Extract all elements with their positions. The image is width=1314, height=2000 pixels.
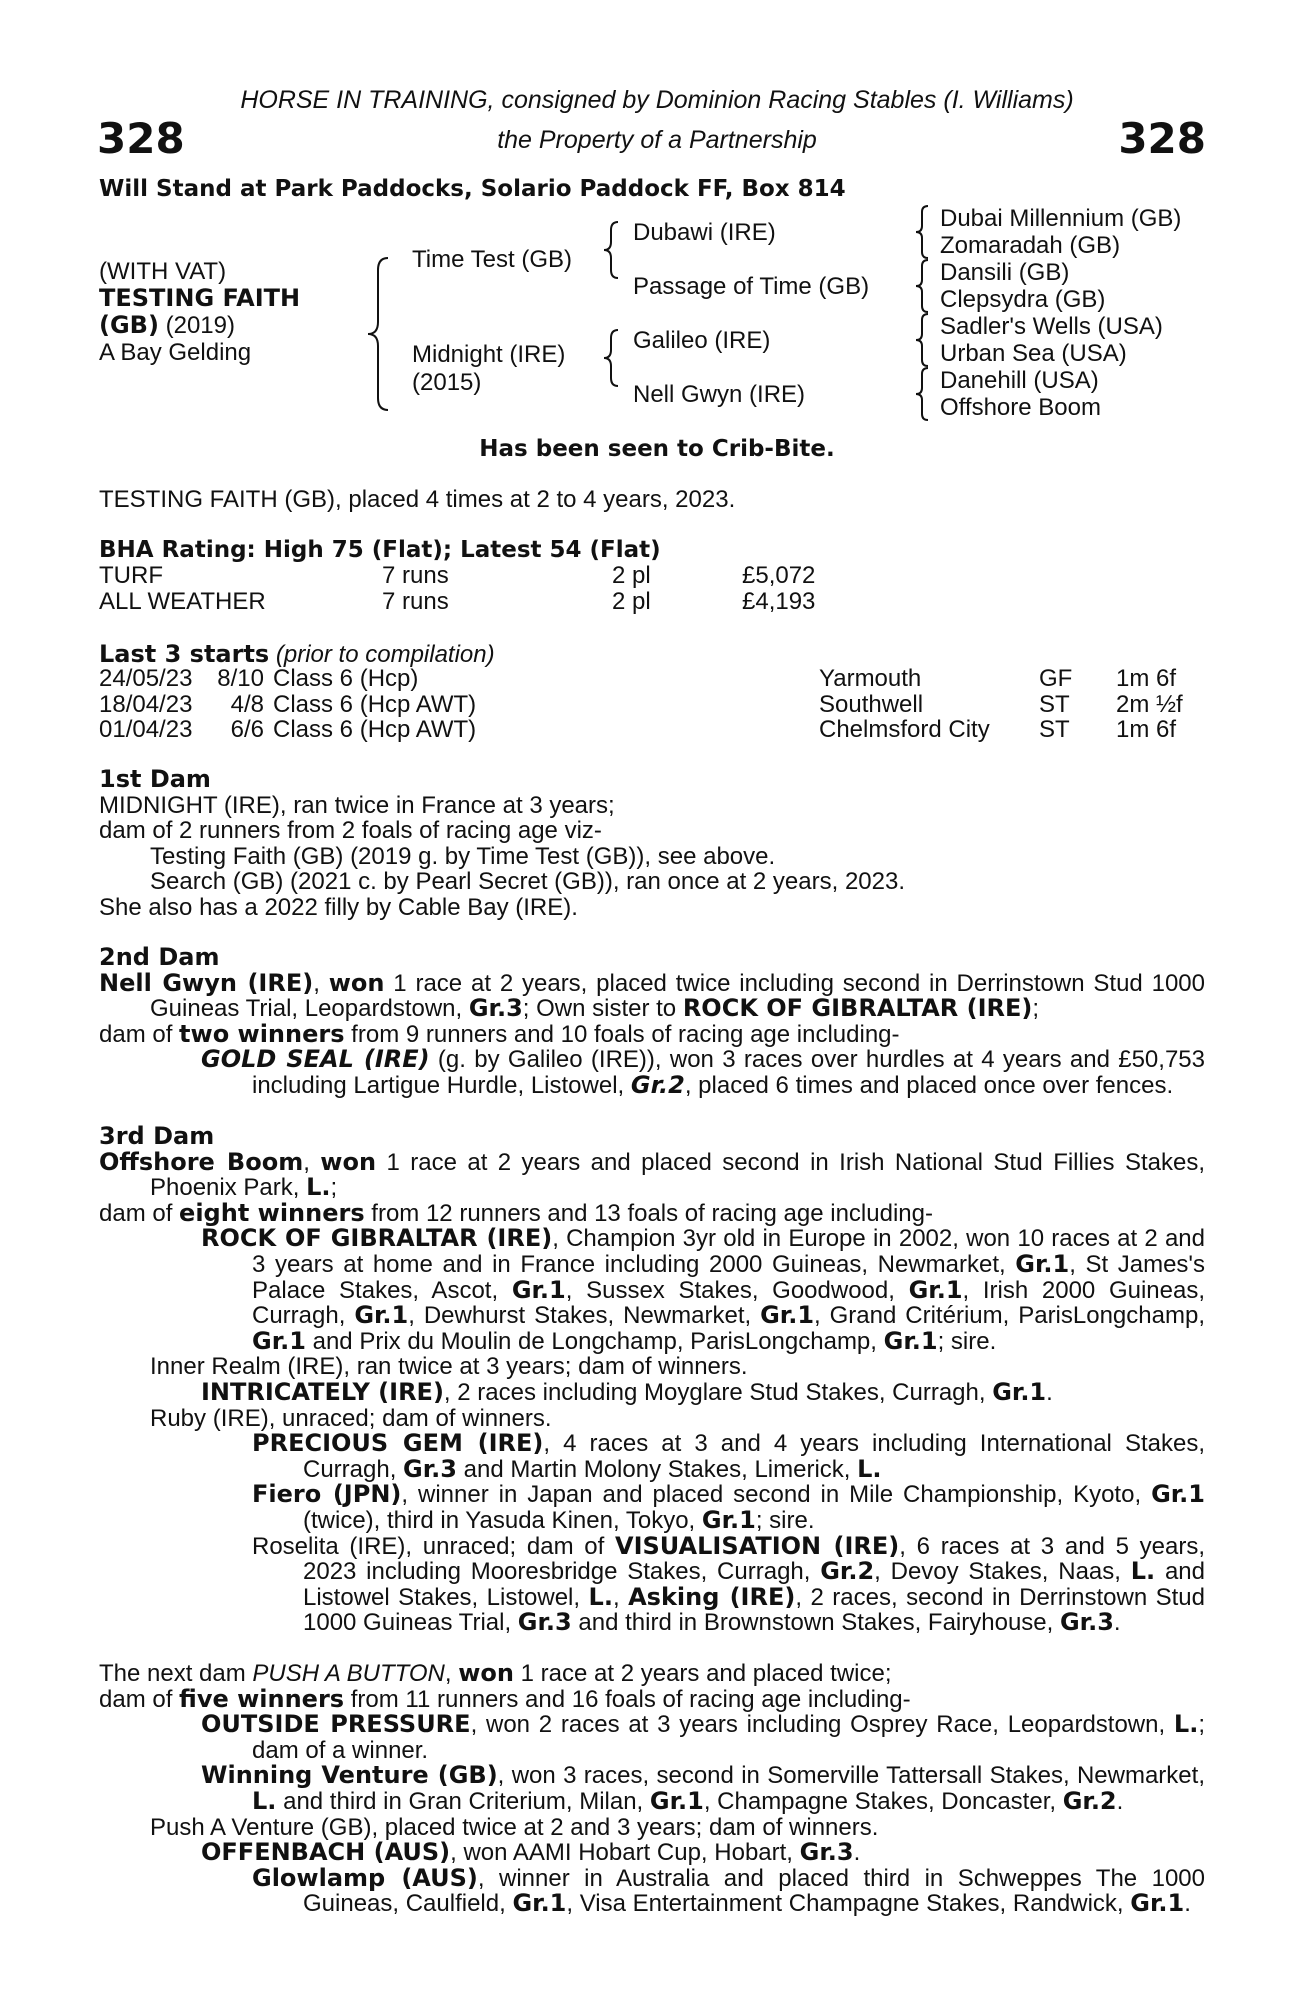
won-label: won bbox=[328, 968, 385, 997]
text: , Champagne Stakes, Doncaster, bbox=[703, 1787, 1063, 1815]
last-starts-title: Last 3 starts bbox=[99, 640, 270, 668]
text: , winner in Japan and placed second in Mile Championship, Kyoto, bbox=[401, 1481, 1152, 1509]
dam-name: PUSH A BUTTON bbox=[252, 1660, 445, 1687]
ancestor-8: Offshore Boom bbox=[940, 394, 1101, 421]
start-distance: 1m 6f bbox=[1116, 716, 1177, 743]
record-text: (g. by Galileo (IRE)), won 3 races over hurdles at 4 years and £50,753 including Lartigue Hurdle, Listowel, bbox=[252, 1046, 1205, 1099]
brace-dam bbox=[604, 330, 618, 386]
career-stats-table bbox=[99, 563, 815, 614]
grade-badge: Gr.2 bbox=[1062, 1786, 1117, 1815]
start-course: Yarmouth bbox=[819, 665, 922, 692]
prize-money: £4,193 bbox=[742, 587, 816, 615]
produce-entry: Testing Faith (GB) (2019 g. by Time Test (GB)), see above. bbox=[150, 842, 776, 870]
surface: TURF bbox=[99, 562, 163, 589]
start-row bbox=[99, 666, 1183, 692]
dam-note: She also has a 2022 filly by Cable Bay (IRE). bbox=[99, 893, 578, 921]
grade-badge: L. bbox=[252, 1786, 277, 1815]
placed: 2 pl bbox=[612, 587, 651, 615]
second-dam-section bbox=[99, 945, 1205, 1099]
record-text: ; Own sister to bbox=[522, 995, 683, 1023]
winners-count: two winners bbox=[179, 1019, 345, 1048]
ancestor-7: Danehill (USA) bbox=[940, 367, 1099, 394]
third-dam-section bbox=[99, 1124, 1205, 1636]
text: , won 2 races at 3 years including Osprey Race, Leopardstown, bbox=[470, 1711, 1174, 1739]
runner-name: Winning Venture (GB) bbox=[201, 1761, 498, 1790]
produce-entry: Search (GB) (2021 c. by Pearl Secret (GB)), ran once at 2 years, 2023. bbox=[150, 868, 906, 896]
dam-name: Nell Gwyn (IRE) bbox=[99, 968, 314, 997]
text: Roselita (IRE), unraced; dam of bbox=[252, 1532, 615, 1560]
start-race: Class 6 (Hcp AWT) bbox=[273, 716, 477, 743]
runner-name: GOLD SEAL (IRE) bbox=[201, 1045, 430, 1074]
property-line: the Property of a Partnership bbox=[497, 126, 817, 154]
text: and third in Brownstown Stakes, Fairyhouse, bbox=[571, 1609, 1060, 1637]
start-date: 18/04/23 bbox=[99, 690, 193, 718]
won-label: won bbox=[320, 1147, 377, 1176]
grade-badge: Gr.2 bbox=[820, 1557, 875, 1586]
grade-badge: Gr.1 bbox=[1015, 1249, 1070, 1278]
horse-name: TESTING FAITH bbox=[99, 284, 301, 312]
sire-dam: Passage of Time (GB) bbox=[633, 273, 870, 300]
dam-dam: Nell Gwyn (IRE) bbox=[633, 381, 806, 408]
text: . bbox=[1116, 1787, 1124, 1815]
runner-name: Glowlamp (AUS) bbox=[252, 1863, 478, 1892]
grade-badge: Gr.3 bbox=[468, 994, 523, 1023]
surface: ALL WEATHER bbox=[99, 587, 266, 615]
start-going: ST bbox=[1039, 716, 1070, 743]
grade-badge: Gr.1 bbox=[701, 1505, 756, 1534]
dam-year: (2015) bbox=[412, 369, 482, 396]
text: , Champion 3yr old in Europe in 2002, won 10 races at 2 and 3 years at home and in France including 2000 Guineas, Newmarket, bbox=[252, 1225, 1205, 1278]
grade-badge: Gr.1 bbox=[512, 1889, 567, 1918]
text: , Sussex Stakes, Goodwood, bbox=[565, 1276, 909, 1304]
runner-name: ROCK OF GIBRALTAR (IRE) bbox=[201, 1224, 553, 1253]
text: ; sire. bbox=[755, 1506, 815, 1534]
brace-g4 bbox=[916, 368, 928, 420]
text: from 11 runners and 16 foals of racing age including- bbox=[344, 1685, 911, 1713]
ancestor-1: Dubai Millennium (GB) bbox=[940, 205, 1182, 232]
text: , won 3 races, second in Somerville Tattersall Stakes, Newmarket, bbox=[497, 1762, 1205, 1790]
brace-gen1 bbox=[368, 258, 388, 410]
text: , 6 races at 3 and 5 years, 2023 including Mooresbridge Stakes, Curragh, bbox=[303, 1532, 1206, 1586]
grade-badge: Gr.1 bbox=[354, 1301, 409, 1330]
text: , 2 races, second in Derrinstown Stud 1000 Guineas Trial, bbox=[303, 1583, 1206, 1637]
dam-record: MIDNIGHT (IRE), ran twice in France at 3 years; bbox=[99, 791, 615, 819]
text: ; sire. bbox=[937, 1327, 997, 1355]
start-distance: 1m 6f bbox=[1116, 665, 1177, 692]
dam-record bbox=[99, 1661, 1205, 1687]
produce-entry: Push A Venture (GB), placed twice at 2 and 3 years; dam of winners. bbox=[150, 1813, 879, 1841]
crib-bite-note: Has been seen to Crib-Bite. bbox=[479, 436, 835, 462]
start-going: GF bbox=[1039, 665, 1073, 692]
grade-badge: Gr.1 bbox=[992, 1377, 1047, 1406]
text: dam of bbox=[99, 1020, 180, 1048]
text: The next dam bbox=[99, 1660, 253, 1687]
lot-number-left: 328 bbox=[97, 114, 185, 163]
runner-name: Fiero (JPN) bbox=[252, 1480, 402, 1509]
produce-entry bbox=[99, 1531, 1206, 1637]
start-position: 6/6 bbox=[230, 716, 264, 743]
grade-badge: Gr.1 bbox=[511, 1275, 566, 1304]
text: , won AAMI Hobart Cup, Hobart, bbox=[450, 1839, 800, 1867]
grade-badge: L. bbox=[1130, 1557, 1156, 1586]
start-position: 4/8 bbox=[230, 690, 264, 718]
ancestor-5: Sadler's Wells (USA) bbox=[940, 313, 1163, 340]
text: 1 race at 2 years and placed twice; bbox=[513, 1660, 892, 1687]
runs: 7 runs bbox=[382, 562, 449, 589]
produce-entry bbox=[99, 1840, 1205, 1866]
produce-entry bbox=[99, 1431, 1205, 1482]
sire-sire: Dubawi (IRE) bbox=[633, 219, 776, 246]
runner-name: Asking (IRE) bbox=[628, 1582, 796, 1611]
vat-label: (WITH VAT) bbox=[99, 258, 227, 285]
section-heading: 3rd Dam bbox=[99, 1122, 215, 1150]
text: , Visa Entertainment Champagne Stakes, Randwick, bbox=[566, 1890, 1131, 1918]
placed: 2 pl bbox=[612, 562, 651, 589]
text: , Grand Critérium, ParisLongchamp, bbox=[814, 1302, 1205, 1330]
text: , winner in Australia and placed third in Schweppes The 1000 Guineas, Caulfield, bbox=[303, 1864, 1205, 1918]
text: from 12 runners and 13 foals of racing age including- bbox=[364, 1199, 933, 1227]
prize-money: £5,072 bbox=[742, 562, 816, 589]
text: , bbox=[612, 1583, 629, 1611]
text: ; bbox=[330, 1174, 338, 1202]
produce-entry bbox=[99, 1377, 1205, 1406]
runs: 7 runs bbox=[382, 587, 449, 615]
dam-record: Nell Gwyn (IRE), won 1 race at 2 years, placed twice including second in Derrinstown Stud 1000 Guineas Trial, Leopardstown, Gr.3; Own sister to ROCK OF GIBRALTAR (IRE); bbox=[99, 968, 1205, 1023]
runner-name: VISUALISATION (IRE) bbox=[615, 1531, 900, 1560]
grade-badge: Gr.1 bbox=[252, 1326, 306, 1355]
grade-badge: Gr.1 bbox=[908, 1275, 963, 1304]
dam-produce-summary bbox=[99, 1198, 1205, 1227]
winners-count: eight winners bbox=[179, 1198, 365, 1227]
text: and Martin Molony Stakes, Limerick, bbox=[456, 1455, 858, 1483]
produce-entry bbox=[99, 1482, 1205, 1533]
dam: Midnight (IRE) bbox=[412, 341, 566, 368]
start-date: 24/05/23 bbox=[99, 665, 193, 692]
grade-badge: Gr.3 bbox=[403, 1454, 457, 1483]
ancestor-6: Urban Sea (USA) bbox=[940, 340, 1127, 367]
start-going: ST bbox=[1039, 690, 1070, 718]
dam-name: Offshore Boom bbox=[99, 1147, 304, 1176]
record-text: 1 race at 2 years, placed twice including second in Derrinstown Stud 1000 Guineas Trial, Leopardstown, bbox=[150, 969, 1205, 1023]
winners-count: five winners bbox=[179, 1684, 345, 1713]
grade-badge: L. bbox=[1173, 1710, 1199, 1739]
grade-badge: Gr.2 bbox=[630, 1070, 685, 1099]
text: dam of bbox=[99, 1199, 180, 1227]
sire: Time Test (GB) bbox=[412, 246, 573, 273]
lot-number-right: 328 bbox=[1118, 114, 1206, 163]
sibling-name: ROCK OF GIBRALTAR (IRE) bbox=[682, 994, 1033, 1023]
text: and third in Gran Criterium, Milan, bbox=[276, 1787, 650, 1815]
text: , St James's Palace Stakes, Ascot, bbox=[252, 1250, 1206, 1304]
record-text: , placed 6 times and placed once over fences. bbox=[684, 1071, 1174, 1099]
grade-badge: Gr.1 bbox=[760, 1301, 815, 1330]
ancestor-3: Dansili (GB) bbox=[940, 259, 1070, 286]
horse-suffix: (GB) bbox=[99, 311, 159, 339]
produce-entry bbox=[99, 1763, 1205, 1814]
produce-entry bbox=[99, 1226, 1205, 1354]
dam-produce-summary bbox=[99, 1019, 1205, 1048]
dam-record bbox=[99, 1147, 1205, 1202]
record-text: ; bbox=[1032, 995, 1040, 1023]
produce-entry bbox=[99, 1863, 1205, 1918]
stats-row bbox=[99, 563, 815, 589]
start-race: Class 6 (Hcp) bbox=[273, 665, 419, 692]
text: . bbox=[853, 1839, 861, 1867]
grade-badge: L. bbox=[306, 1173, 331, 1202]
ancestor-4: Clepsydra (GB) bbox=[940, 286, 1106, 313]
grade-badge: L. bbox=[588, 1582, 613, 1611]
dam-produce-summary: dam of 2 runners from 2 foals of racing age viz- bbox=[99, 817, 602, 845]
text: from 9 runners and 10 foals of racing age including- bbox=[344, 1020, 900, 1048]
grade-badge: Gr.1 bbox=[1130, 1889, 1185, 1918]
text: , 4 races at 3 and 4 years including International Stakes, Curragh, bbox=[303, 1430, 1205, 1483]
text: , bbox=[303, 1148, 321, 1176]
grade-badge: Gr.3 bbox=[1059, 1608, 1114, 1637]
text: , bbox=[444, 1660, 459, 1687]
text: , Dewhurst Stakes, Newmarket, bbox=[408, 1302, 761, 1330]
text: . bbox=[1046, 1378, 1053, 1406]
brace-sire bbox=[604, 222, 618, 278]
produce-entry bbox=[99, 1047, 1205, 1098]
stats-row bbox=[99, 589, 815, 615]
bha-rating: BHA Rating: High 75 (Flat); Latest 54 (Flat) bbox=[99, 537, 661, 563]
produce-entry: Ruby (IRE), unraced; dam of winners. bbox=[150, 1404, 552, 1432]
grade-badge: Gr.1 bbox=[1151, 1480, 1205, 1509]
won-label: won bbox=[458, 1659, 514, 1687]
produce-entry: Inner Realm (IRE), ran twice at 3 years; dam of winners. bbox=[150, 1353, 748, 1381]
text: , Irish 2000 Guineas, Curragh, bbox=[252, 1276, 1205, 1330]
text: . bbox=[1184, 1890, 1191, 1918]
text: 1 race at 2 years and placed second in Irish National Stud Fillies Stakes, Phoenix Park, bbox=[150, 1148, 1205, 1202]
brace-g3 bbox=[916, 314, 928, 366]
runner-name: OUTSIDE PRESSURE bbox=[201, 1710, 471, 1739]
consignor-line: HORSE IN TRAINING, consigned by Dominion Racing Stables (I. Williams) bbox=[240, 86, 1074, 114]
text: , Devoy Stakes, Naas, bbox=[874, 1558, 1131, 1586]
dam-sire: Galileo (IRE) bbox=[633, 327, 771, 354]
dam-produce-summary bbox=[99, 1684, 1205, 1713]
produce-entry bbox=[99, 1712, 1205, 1763]
text: (twice), third in Yasuda Kinen, Tokyo, bbox=[303, 1506, 702, 1534]
runner-name: INTRICATELY (IRE) bbox=[201, 1377, 444, 1406]
start-course: Chelmsford City bbox=[819, 716, 990, 743]
last-starts-note: (prior to compilation) bbox=[275, 641, 495, 668]
text: . bbox=[1113, 1609, 1121, 1637]
ancestor-2: Zomaradah (GB) bbox=[940, 232, 1121, 259]
grade-badge: Gr.3 bbox=[799, 1838, 854, 1867]
grade-badge: L. bbox=[857, 1454, 882, 1483]
race-summary: TESTING FAITH (GB), placed 4 times at 2 to 4 years, 2023. bbox=[99, 486, 736, 513]
text: ; dam of a winner. bbox=[252, 1711, 1205, 1764]
start-date: 01/04/23 bbox=[99, 716, 193, 743]
runner-name: OFFENBACH (AUS) bbox=[201, 1838, 451, 1867]
start-position: 8/10 bbox=[217, 665, 264, 692]
start-race: Class 6 (Hcp AWT) bbox=[273, 690, 477, 718]
horse-year: (2019) bbox=[158, 312, 235, 339]
next-dam-section bbox=[99, 1661, 1205, 1917]
brace-g1 bbox=[916, 206, 928, 258]
grade-badge: Gr.1 bbox=[649, 1786, 704, 1815]
grade-badge: Gr.3 bbox=[517, 1608, 572, 1637]
text: and Listowel Stakes, Listowel, bbox=[303, 1558, 1205, 1611]
text: dam of bbox=[99, 1685, 180, 1713]
start-row bbox=[99, 717, 1183, 743]
start-course: Southwell bbox=[819, 690, 924, 718]
last-starts-table bbox=[99, 666, 1183, 743]
brace-g2 bbox=[916, 260, 928, 312]
horse-description: A Bay Gelding bbox=[99, 339, 252, 366]
section-heading: 1st Dam bbox=[99, 765, 211, 793]
text: , 2 races including Moyglare Stud Stakes, Curragh, bbox=[443, 1378, 993, 1406]
runner-name: PRECIOUS GEM (IRE) bbox=[252, 1429, 544, 1458]
section-heading: 2nd Dam bbox=[99, 943, 220, 971]
grade-badge: Gr.1 bbox=[883, 1326, 938, 1355]
first-dam-section bbox=[99, 767, 1205, 921]
stabling-location: Will Stand at Park Paddocks, Solario Paddock FF, Box 814 bbox=[99, 176, 846, 202]
text: and Prix du Moulin de Longchamp, ParisLongchamp, bbox=[305, 1327, 884, 1355]
start-row bbox=[99, 692, 1183, 718]
start-distance: 2m ½f bbox=[1116, 690, 1183, 718]
